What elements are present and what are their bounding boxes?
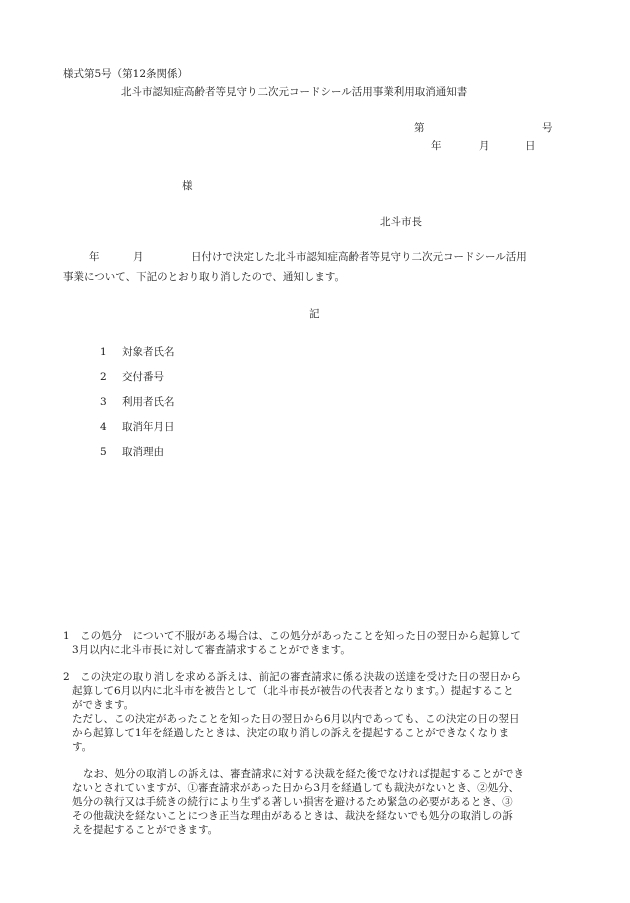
date-day: 日 <box>525 140 536 152</box>
body-line-2: 事業について、下記のとおり取り消したので、通知します。 <box>63 271 346 283</box>
note-3-line-2: ないとされていますが、①審査請求があった日から3月を経過しても裁決がないとき、②処分、 <box>72 782 520 794</box>
note-1-line-1: 1 この処分 について不服がある場合は、この処分があったことを知った日の翌日から起算して <box>63 630 521 642</box>
item-label: 交付番号 <box>122 371 164 383</box>
form-number: 様式第5号（第12条関係） <box>63 68 189 80</box>
doc-number-prefix: 第 <box>414 122 425 134</box>
document-title: 北斗市認知症高齢者等見守り二次元コードシール活用事業利用取消通知書 <box>121 86 468 98</box>
list-item <box>100 420 175 434</box>
item-number: 3 <box>100 396 107 408</box>
note-2-line-6: す。 <box>72 741 93 753</box>
note-2-line-2: 起算して6月以内に北斗市を被告として（北斗市長が被告の代表者となります。）提起すること <box>72 685 514 697</box>
issuer: 北斗市長 <box>380 216 422 228</box>
item-number: 1 <box>100 346 107 358</box>
addressee-suffix: 様 <box>182 180 193 192</box>
item-number: 5 <box>100 446 107 458</box>
item-label: 利用者氏名 <box>122 396 175 408</box>
list-item <box>100 395 175 409</box>
list-item <box>100 345 175 359</box>
item-label: 対象者氏名 <box>122 346 175 358</box>
body-year: 年 <box>89 251 100 263</box>
body-line-1: 日付けで決定した北斗市認知症高齢者等見守り二次元コードシール活用 <box>191 251 527 263</box>
note-2-line-3: ができます。 <box>72 699 135 711</box>
item-number: 2 <box>100 371 107 383</box>
note-3-line-5: えを提起することができます。 <box>72 824 219 836</box>
note-3-line-3: 処分の執行又は手続きの続行により生ずる著しい損害を避けるため緊急の必要があるとき、③ <box>72 796 513 808</box>
doc-number-suffix: 号 <box>542 122 553 134</box>
list-item <box>100 445 164 459</box>
item-label: 取消年月日 <box>122 421 175 433</box>
body-month: 月 <box>133 251 144 263</box>
note-1-line-2: 3月以内に北斗市長に対して審査請求することができます。 <box>72 644 351 656</box>
ki-heading: 記 <box>309 308 320 320</box>
list-item <box>100 370 164 384</box>
note-3-line-1: なお、処分の取消しの訴えは、審査請求に対する決裁を経た後でなければ提起することができ <box>83 768 524 780</box>
item-number: 4 <box>100 421 107 433</box>
note-3-line-4: その他裁決を経ないことにつき正当な理由があるときは、裁決を経ないでも処分の取消しの訴 <box>72 810 513 822</box>
item-label: 取消理由 <box>122 446 164 458</box>
date-month: 月 <box>479 140 490 152</box>
note-2-line-4: ただし、この決定があったことを知った日の翌日から6月以内であっても、この決定の日の翌日 <box>72 713 520 725</box>
note-2-line-5: から起算して1年を経過したときは、決定の取り消しの訴えを提起することができなくなりま <box>72 727 510 739</box>
note-2-line-1: 2 この決定の取り消しを求める訴えは、前記の審査請求に係る決裁の送達を受けた日の翌日から <box>63 671 522 683</box>
date-year: 年 <box>431 140 442 152</box>
